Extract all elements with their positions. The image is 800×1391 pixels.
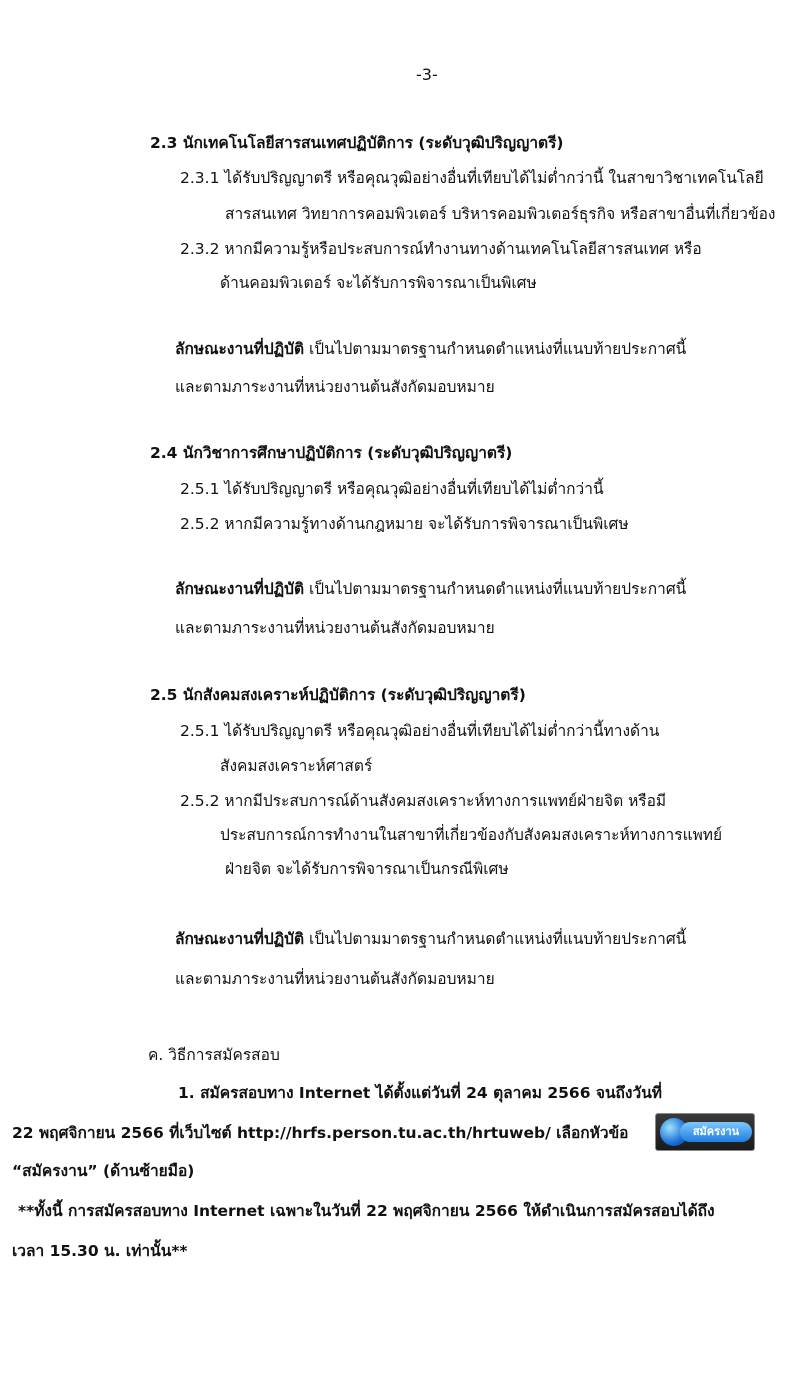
apply-job-badge-label: สมัครงาน — [680, 1122, 752, 1142]
duty-line-2-4 — [175, 578, 686, 600]
item-2-3-2-line1: 2.3.2 หากมีความรู้หรือประสบการณ์ทำงานทางด้านเทคโนโลยีสารสนเทศ หรือ — [180, 240, 702, 258]
application-heading: ค. วิธีการสมัครสอบ — [148, 1046, 280, 1064]
section-heading-2-5: 2.5 นักสังคมสงเคราะห์ปฏิบัติการ (ระดับวุฒิปริญญาตรี) — [150, 686, 526, 704]
application-step1-line1: 1. สมัครสอบทาง Internet ได้ตั้งแต่วันที่ 24 ตุลาคม 2566 จนถึงวันที่ — [178, 1084, 663, 1102]
apply-job-badge-image — [655, 1113, 755, 1151]
item-2-5-2-line2: ประสบการณ์การทำงานในสาขาที่เกี่ยวข้องกับสังคมสงเคราะห์ทางการแพทย์ — [220, 826, 723, 844]
duty-text: เป็นไปตามมาตรฐานกำหนดตำแหน่งที่แนบท้ายประกาศนี้ — [308, 930, 687, 948]
page-number: -3- — [416, 65, 438, 84]
section-heading-2-4: 2.4 นักวิชาการศึกษาปฏิบัติการ (ระดับวุฒิปริญญาตรี) — [150, 444, 513, 462]
duty-line-2-3 — [175, 338, 686, 360]
duty-text: เป็นไปตามมาตรฐานกำหนดตำแหน่งที่แนบท้ายประกาศนี้ — [308, 580, 687, 598]
application-note-line2: เวลา 15.30 น. เท่านั้น** — [12, 1242, 188, 1260]
item-2-3-1-line1: 2.3.1 ได้รับปริญญาตรี หรือคุณวุฒิอย่างอื่นที่เทียบได้ไม่ต่ำกว่านี้ ในสาขาวิชาเทคโนโลยี — [180, 169, 764, 187]
duty-text: เป็นไปตามมาตรฐานกำหนดตำแหน่งที่แนบท้ายประกาศนี้ — [308, 340, 687, 358]
item-2-5-1-line1: 2.5.1 ได้รับปริญญาตรี หรือคุณวุฒิอย่างอื่นที่เทียบได้ไม่ต่ำกว่านี้ทางด้าน — [180, 722, 660, 740]
item-2-5-2-line3: ฝ่ายจิต จะได้รับการพิจารณาเป็นกรณีพิเศษ — [225, 860, 509, 878]
duty-text2-2-3: และตามภาระงานที่หน่วยงานต้นสังกัดมอบหมาย — [175, 378, 495, 396]
item-2-3-2-line2: ด้านคอมพิวเตอร์ จะได้รับการพิจารณาเป็นพิเศษ — [220, 274, 537, 292]
duty-text2-2-5: และตามภาระงานที่หน่วยงานต้นสังกัดมอบหมาย — [175, 970, 495, 988]
item-2-3-1-line2: สารสนเทศ วิทยาการคอมพิวเตอร์ บริหารคอมพิวเตอร์ธุรกิจ หรือสาขาอื่นที่เกี่ยวข้อง — [225, 205, 776, 223]
item-2-4-1: 2.5.1 ได้รับปริญญาตรี หรือคุณวุฒิอย่างอื่นที่เทียบได้ไม่ต่ำกว่านี้ — [180, 480, 604, 498]
duty-label: ลักษณะงานที่ปฏิบัติ — [175, 340, 305, 358]
application-step1-line2: 22 พฤศจิกายน 2566 ที่เว็บไซต์ http://hrfs.person.tu.ac.th/hrtuweb/ เลือกหัวข้อ — [12, 1124, 629, 1142]
item-2-4-2: 2.5.2 หากมีความรู้ทางด้านกฎหมาย จะได้รับการพิจารณาเป็นพิเศษ — [180, 515, 629, 533]
duty-text2-2-4: และตามภาระงานที่หน่วยงานต้นสังกัดมอบหมาย — [175, 619, 495, 637]
section-heading-2-3: 2.3 นักเทคโนโลยีสารสนเทศปฏิบัติการ (ระดับวุฒิปริญญาตรี) — [150, 134, 564, 152]
duty-label: ลักษณะงานที่ปฏิบัติ — [175, 580, 305, 598]
application-note-line1: **ทั้งนี้ การสมัครสอบทาง Internet เฉพาะในวันที่ 22 พฤศจิกายน 2566 ให้ดำเนินการสมัครสอบได้ถึง — [18, 1202, 715, 1220]
item-2-5-1-line2: สังคมสงเคราะห์ศาสตร์ — [220, 757, 373, 775]
item-2-5-2-line1: 2.5.2 หากมีประสบการณ์ด้านสังคมสงเคราะห์ทางการแพทย์ฝ่ายจิต หรือมี — [180, 792, 667, 810]
application-step1-line3: “สมัครงาน” (ด้านซ้ายมือ) — [12, 1162, 195, 1180]
duty-label: ลักษณะงานที่ปฏิบัติ — [175, 930, 305, 948]
duty-line-2-5 — [175, 928, 686, 950]
